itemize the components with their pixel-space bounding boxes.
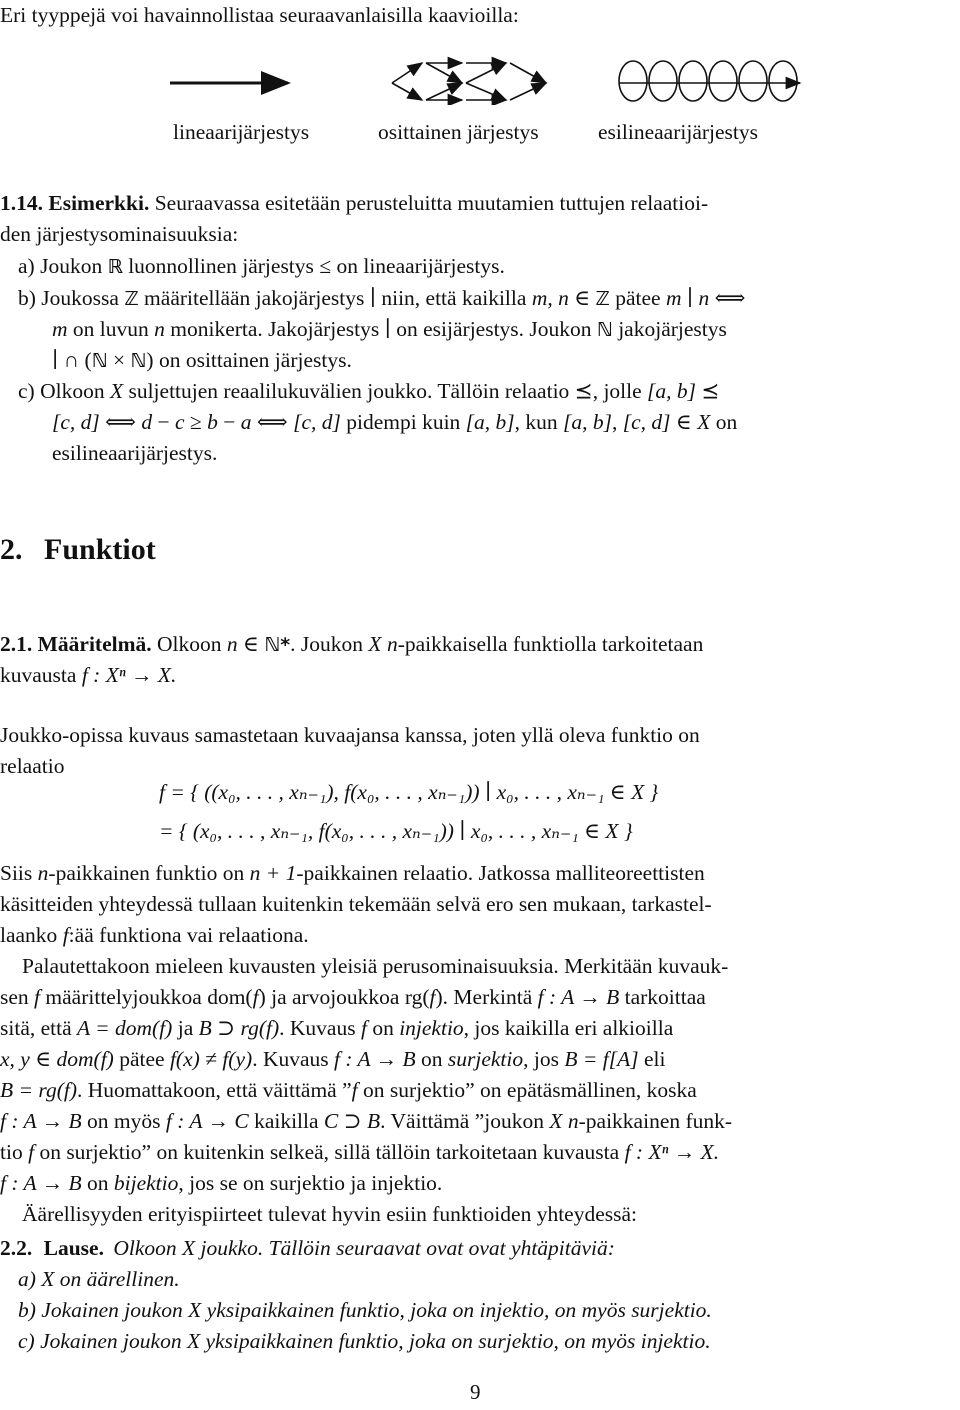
math: dom(f) [56,1047,114,1071]
text: on lineaarijärjestys. [336,254,505,278]
math: f : Xⁿ → X. [81,663,177,687]
reals-symbol: ℝ [107,256,123,278]
text: , jos se on surjektio ja injektio. [178,1171,443,1195]
math: f : Xⁿ → X. [624,1140,720,1164]
text: Joukon [40,254,103,278]
math: [c, d] [52,410,100,434]
section-number: 2. [0,533,23,566]
math: f : A → B [537,985,620,1009]
text: luonnollinen järjestys [128,254,314,278]
math: X [368,632,382,656]
math: B = rg(f) [0,1078,78,1102]
math: f : A → B [334,1047,416,1071]
text: monikerta. Jakojärjestys [170,317,380,341]
text: Joukossa [41,286,119,310]
theorem-item-c [18,1328,711,1355]
math: [c, d] [293,410,341,434]
text: määrittelyjoukkoa dom( [45,985,253,1009]
integers-symbol: ℤ [124,288,139,310]
partial-order-diagram [392,63,546,100]
text: sen [0,985,29,1009]
math: B ⊃ rg(f) [198,1016,280,1040]
term-injektio: injektio [399,1016,464,1040]
para2-line7 [0,1139,719,1166]
item-label: a) [18,254,35,278]
element-of-symbol: ∈ [574,286,591,310]
section-heading [0,533,156,567]
example-item-a [18,253,505,281]
example-item-b-line1 [18,285,745,313]
math: n [698,286,710,310]
math: f : A → B [0,1109,82,1133]
example-item-b-line3 [52,347,352,375]
theorem-intro: Olkoon X joukko. Tällöin seuraavat ovat ovat yhtäpitäviä: [113,1236,615,1260]
text: , jolle [592,379,642,403]
para2-line6 [0,1108,732,1135]
text: on [372,1016,394,1040]
element-of-symbol: ∈ [35,1047,52,1071]
text: , jos kaikilla eri alkioilla [463,1016,674,1040]
text: Siis [0,861,33,885]
text: jakojärjestys [618,317,727,341]
item-label: c) [18,379,35,403]
text: ja [177,1016,194,1040]
example-text-2: den järjestysominaisuuksia: [0,222,239,246]
math: a [240,410,252,434]
math: f [429,985,436,1009]
math: m, n [531,286,569,310]
preorder-diagram [619,61,800,101]
divides-symbol: ∣ [686,286,694,310]
definition-title: Määritelmä. [37,632,152,656]
text: -paikkainen relaatio. Jatkossa malliteoreettisten [296,861,705,885]
math: f [351,1078,358,1102]
intro-text: Eri tyyppejä voi havainnollistaa seuraavanlaisilla kaavioilla: [0,3,519,27]
example-item-c-line3: esilineaarijärjestys. [52,441,218,465]
page-number: 9 [470,1380,481,1404]
order-diagrams [160,45,810,105]
para2-line8 [0,1170,442,1197]
math: f [360,1016,367,1040]
math: [a, b] [563,410,613,434]
math: x, y [0,1047,30,1071]
math: m [665,286,682,310]
text: pidempi kuin [346,410,461,434]
math: A = dom(f) [77,1016,173,1040]
text: on [87,1171,109,1195]
naturals-star-symbol: ℕ* [264,634,291,656]
math: f : A → B [0,1171,82,1195]
section-title: Funktiot [44,533,156,566]
text: -paikkainen funktio on [48,861,245,885]
text: on luvun [72,317,149,341]
math: X [109,379,124,403]
math: C ⊃ B [323,1109,381,1133]
naturals-symbol: ℕ [130,350,147,372]
relation-equation-2: = { (x₀, . . . , xₙ₋₁, f(x₀, . . . , xₙ₋₁)) ∣ x₀, . . . , xₙ₋₁ ∈ X } [159,819,633,843]
text: määritellään jakojärjestys [144,286,365,310]
definition-line2 [0,662,176,689]
iff-symbol: ⟺ [105,410,136,434]
math: [a, b] [647,379,697,403]
text: . Huomattakoon, että väittämä ” [77,1078,352,1102]
text: on surjektio” on epätäsmällinen, koska [363,1078,697,1102]
item-label: b) [18,286,36,310]
text: :ää funktiona vai relaationa. [68,923,309,947]
text: ( [84,348,92,372]
para2-line2 [0,984,706,1011]
times-symbol: × [113,348,126,372]
text: , kun [514,410,558,434]
math: b [207,410,218,434]
text: Olkoon [40,379,105,403]
diagram-label-preorder: esilineaarijärjestys [598,120,758,144]
theorem-item-b [18,1297,712,1324]
text: -paikkaisella funktiolla tarkoitetaan [397,632,704,656]
iff-symbol: ⟺ [256,410,288,434]
item-label: c) [18,1329,35,1353]
math: [a, b] [465,410,515,434]
math: f [62,923,69,947]
preceq-symbol: ⪯ [574,379,593,403]
text: ). Merkintä [435,985,533,1009]
text: pätee [615,286,661,310]
naturals-symbol: ℕ [596,319,613,341]
para2-line5 [0,1077,697,1104]
item-text: Jokainen joukon X yksipaikkainen funktio, joka on surjektio, on myös injektio. [40,1329,711,1353]
minus-symbol: − [157,410,170,434]
text: -paikkainen funk- [578,1109,733,1133]
text: . Väittämä ”joukon [380,1109,544,1133]
text: tio [0,1140,23,1164]
math: f(x) ≠ f(y) [169,1047,253,1071]
math: f : A → C [165,1109,249,1133]
divides-symbol: ∣ [52,348,59,372]
leq-symbol: ≤ [319,254,332,278]
math: c [175,410,185,434]
term-surjektio: surjektio [447,1047,524,1071]
geq-symbol: ≥ [189,410,202,434]
example-title: Esimerkki. [48,191,150,215]
text: sitä, että [0,1016,72,1040]
element-of-symbol: ∈ [243,632,259,656]
text: ) on osittainen järjestys. [146,348,352,372]
math: m [52,317,68,341]
divides-symbol: ∣ [369,286,376,310]
example-heading-line [0,190,708,217]
text: . Kuvaus [279,1016,356,1040]
text: . Joukon [290,632,364,656]
relation-line2: relaatio [0,754,65,778]
para1-line2: käsitteiden yhteydessä tullaan kuitenkin tekemään selvä ero sen mukaan, tarkastel- [0,892,712,916]
preceq-symbol: ⪯ [701,379,720,403]
minus-symbol: − [223,410,236,434]
definition-number: 2.1. [0,632,33,656]
math: X [549,1109,563,1133]
text: on [715,410,738,434]
example-number: 1.14. [0,191,43,215]
math: n [154,317,165,341]
math: f [28,1140,35,1164]
theorem-number: 2.2. [0,1236,33,1260]
para1-line1 [0,860,705,887]
math: d [141,410,153,434]
math: n [226,632,238,656]
text: eli [643,1047,666,1071]
iff-symbol: ⟺ [714,286,746,310]
element-of-symbol: ∈ [675,410,692,434]
item-label: a) [18,1267,36,1291]
para2-line4 [0,1046,665,1073]
text: tarkoittaa [624,985,706,1009]
item-text: Jokainen joukon X yksipaikkainen funktio, joka on injektio, on myös surjektio. [41,1298,712,1322]
text: . Kuvaus [252,1047,329,1071]
math: n [37,861,49,885]
integers-symbol: ℤ [595,288,610,310]
text: ) ja arvojoukkoa rg( [258,985,430,1009]
text: , jos [523,1047,559,1071]
math: n [386,632,398,656]
example-item-b-line2 [52,316,727,344]
diagram-label-linear: lineaarijärjestys [173,120,310,144]
theorem-heading [0,1235,615,1262]
text: laanko [0,923,58,947]
term-bijektio: bijektio [113,1171,179,1195]
para3: Äärellisyyden erityispiirteet tulevat hyvin esiin funktioiden yhteydessä: [22,1202,637,1226]
item-label: b) [18,1298,36,1322]
text: Olkoon [157,632,222,656]
math: X [697,410,711,434]
para1-line3 [0,922,309,949]
divides-symbol: ∣ [384,317,391,341]
definition-line1 [0,631,703,659]
text: suljettujen reaalilukuvälien joukko. Tällöin relaatio [128,379,570,403]
text: kaikilla [254,1109,319,1133]
relation-line1: Joukko-opissa kuvaus samastetaan kuvaajansa kanssa, joten yllä oleva funktio on [0,723,700,747]
para2-line1: Palautettakoon mieleen kuvausten yleisiä perusominaisuuksia. Merkitään kuvauk- [22,954,729,978]
math: B = f[A] [564,1047,639,1071]
math: [c, d] [622,410,671,434]
naturals-symbol: ℕ [91,350,108,372]
text: on [421,1047,443,1071]
math: f [252,985,259,1009]
math: n + 1 [249,861,297,885]
theorem-title: Lause. [43,1236,104,1260]
text: kuvausta [0,663,77,687]
intersection-symbol: ∩ [63,348,80,372]
para2-line3 [0,1015,673,1042]
text: on surjektio” on kuitenkin selkeä, sillä tällöin tarkoitetaan kuvausta [39,1140,620,1164]
item-text: X on äärellinen. [41,1267,180,1291]
text: on myös [87,1109,161,1133]
math: n [567,1109,579,1133]
text: pätee [119,1047,165,1071]
theorem-item-a [18,1266,180,1293]
text: on esijärjestys. Joukon [396,317,592,341]
math: f [34,985,41,1009]
example-item-c-line2: [c, d] ⟺ d − c ≥ b − a ⟺ [c, d] pidempi kuin [a, b], kun [a, b], [c, d] ∈ X on [52,410,738,434]
diagram-label-partial: osittainen järjestys [378,120,539,144]
relation-equation-1: f = { ((x₀, . . . , xₙ₋₁), f(x₀, . . . , xₙ₋₁)) ∣ x₀, . . . , xₙ₋₁ ∈ X } [159,780,659,804]
example-text-1: Seuraavassa esitetään perusteluitta muutamien tuttujen relaatioi- [154,191,709,215]
text: niin, että kaikilla [381,286,527,310]
example-item-c-line1 [18,378,719,405]
